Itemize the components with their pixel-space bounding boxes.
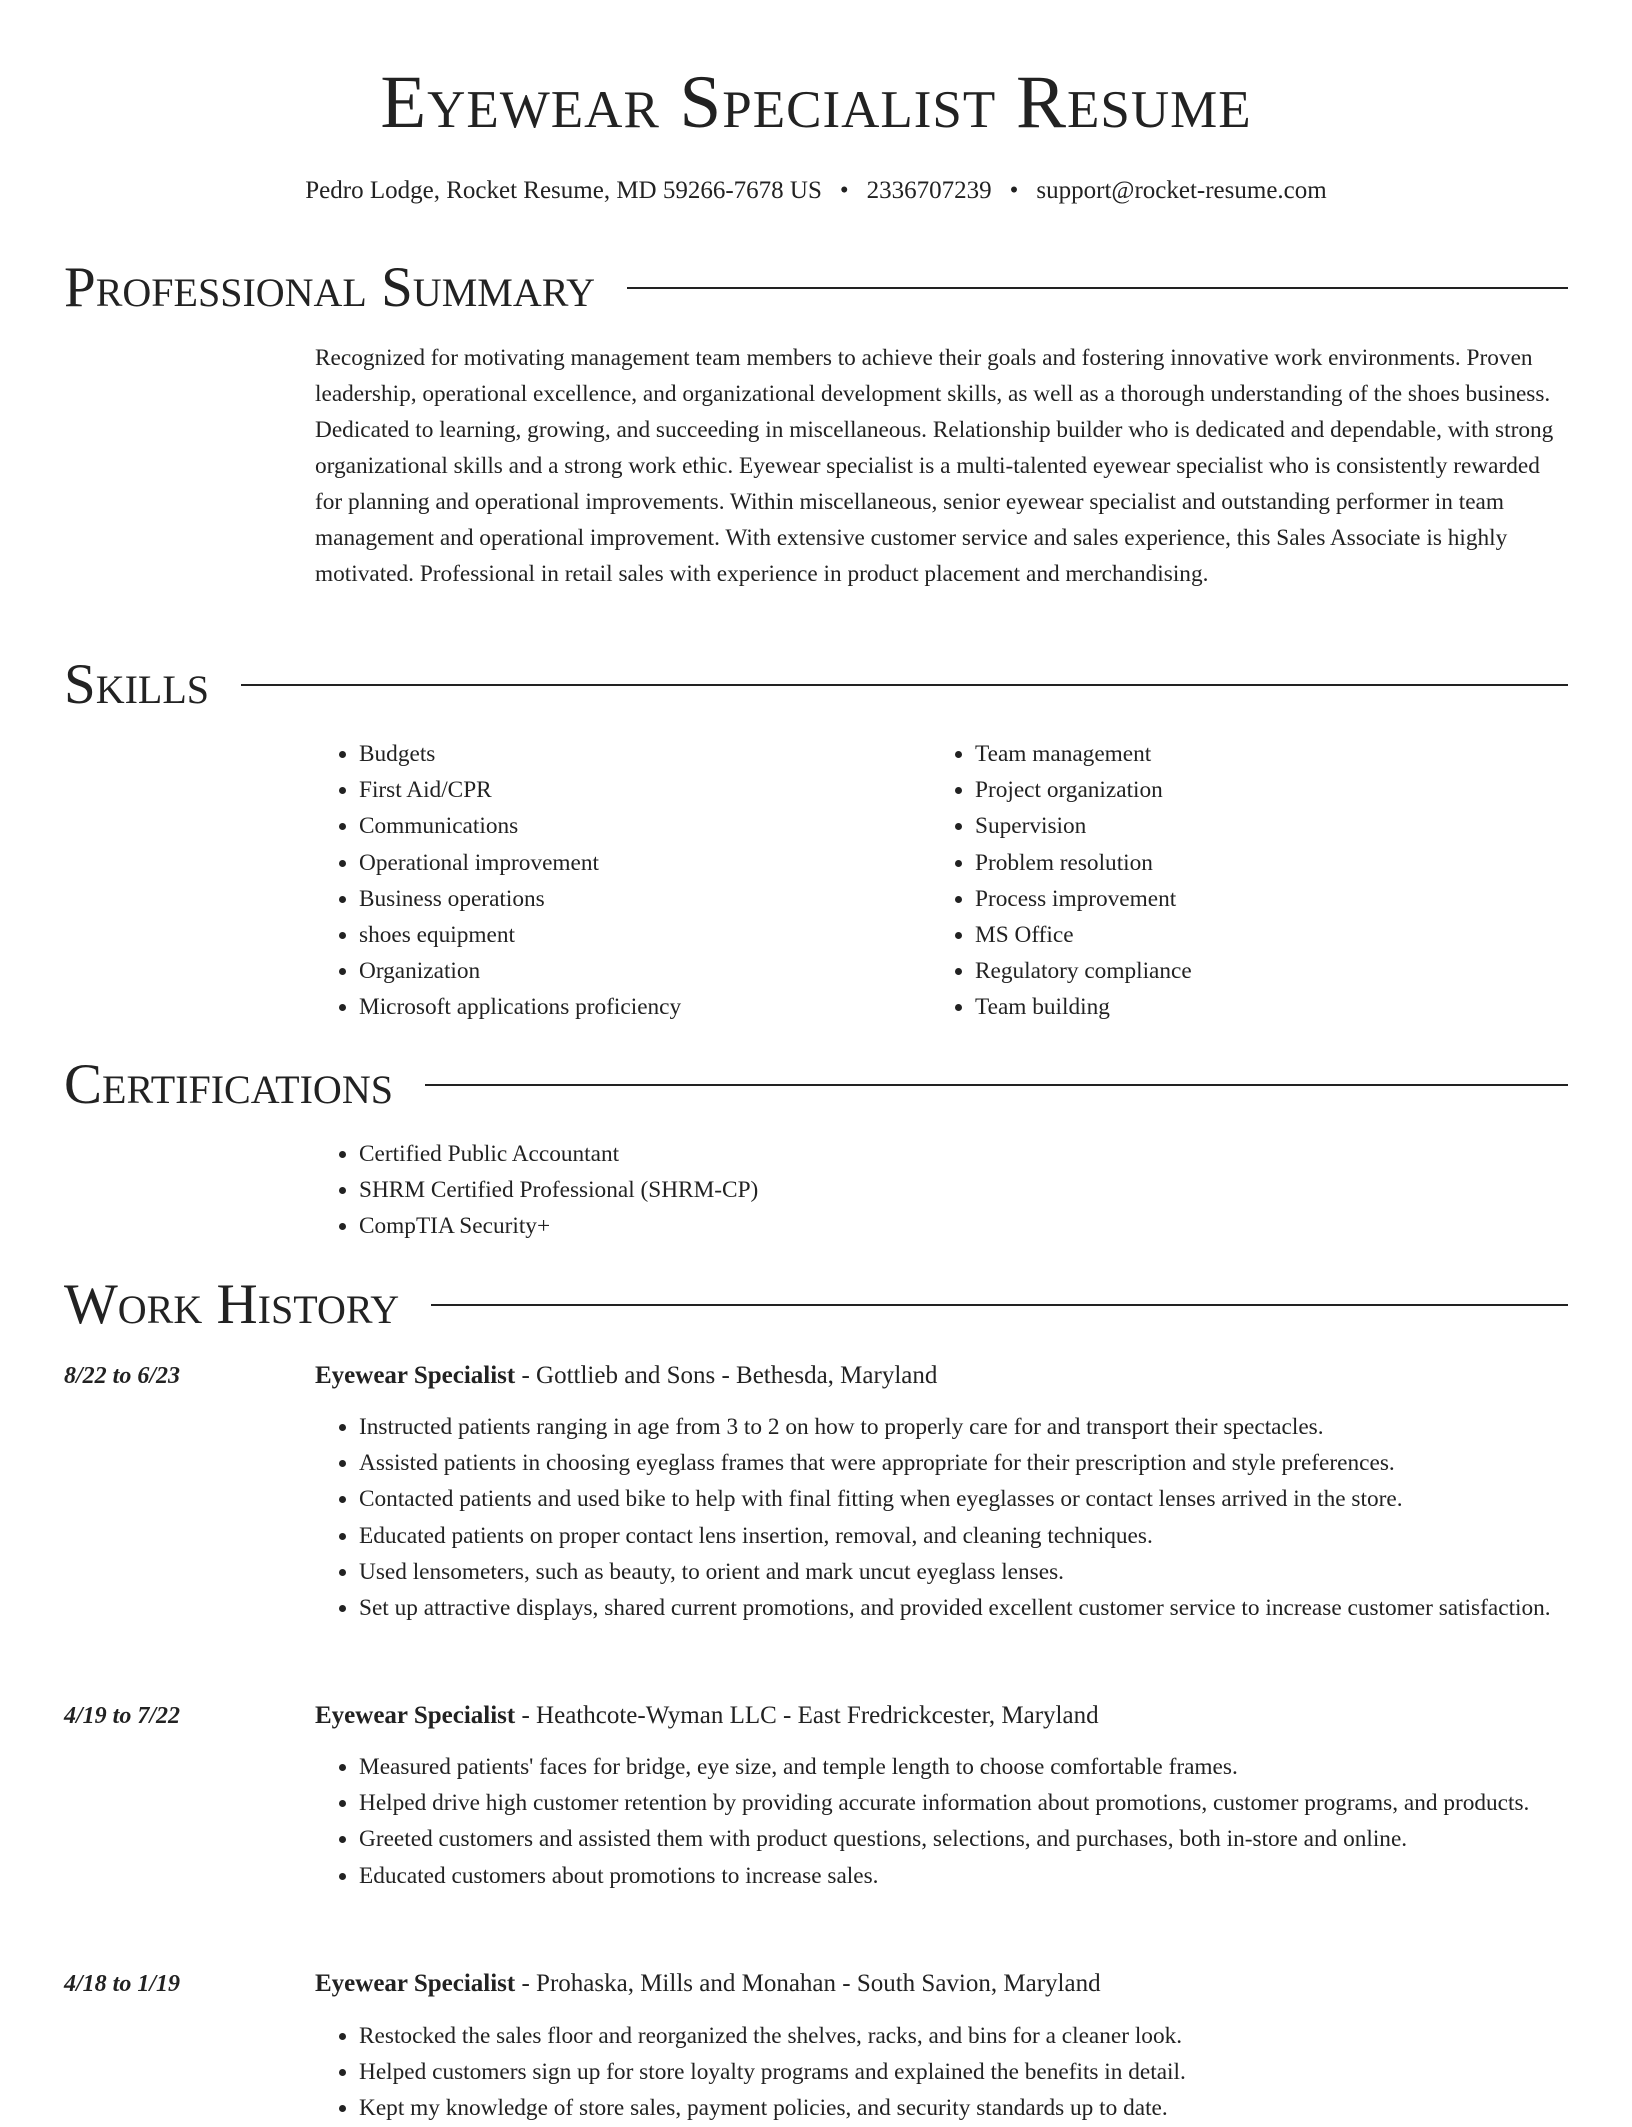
job-duty: • Instructed patients ranging in age from 3 to 2 on how to properly care for and transport their spectacles.: [359, 1409, 1575, 1445]
skill-item: • Problem resolution: [975, 845, 1511, 881]
contact-separator: •: [839, 177, 849, 204]
contact-phone[interactable]: 2336707239: [866, 177, 992, 204]
job-duty: • Measured patients' faces for bridge, eye size, and temple length to choose comfortable frames.: [359, 1749, 1575, 1785]
section-divider: [627, 287, 1568, 289]
skill-item: • shoes equipment: [359, 917, 895, 953]
job-duty: • Helped drive high customer retention by providing accurate information about promotions, customer programs, and products.: [359, 1785, 1575, 1821]
contact-email[interactable]: support@rocket-resume.com: [1036, 177, 1327, 204]
section-divider: [425, 1084, 1568, 1086]
contact-line: [0, 175, 1632, 207]
job-duties: [315, 2018, 1575, 2127]
job-duty: • Used lensometers, such as beauty, to orient and mark uncut eyeglass lenses.: [359, 1554, 1575, 1590]
certification-item: • SHRM Certified Professional (SHRM-CP): [359, 1172, 1515, 1208]
job-duty: • Contacted patients and used bike to help with final fitting when eyeglasses or contact lenses arrived in the store.: [359, 1481, 1575, 1517]
certification-item: • Certified Public Accountant: [359, 1136, 1515, 1172]
certifications-section-header: [64, 1053, 1568, 1117]
job-company: - Heathcote-Wyman LLC - East Fredrickcester, Maryland: [515, 1702, 1099, 1729]
work-history-section-header: [64, 1273, 1568, 1337]
job-dates: 4/19 to 7/22: [64, 1703, 181, 1729]
job-duty: • Educated patients on proper contact lens insertion, removal, and cleaning techniques.: [359, 1518, 1575, 1554]
skill-item: • Regulatory compliance: [975, 953, 1511, 989]
skill-item: • Supervision: [975, 808, 1511, 844]
job-duty: • Helped customers sign up for store loyalty programs and explained the benefits in detail.: [359, 2054, 1575, 2090]
job-header: [315, 1698, 1099, 1734]
contact-address: Pedro Lodge, Rocket Resume, MD 59266-7678 US: [305, 177, 822, 204]
job-company: - Gottlieb and Sons - Bethesda, Maryland: [515, 1362, 938, 1389]
skills-column-right: [931, 736, 1511, 1026]
job-duties-list: [315, 2018, 1575, 2127]
skill-item: • Budgets: [359, 736, 895, 772]
job-title: Eyewear Specialist: [315, 1702, 516, 1729]
job-duties: [315, 1409, 1575, 1626]
certifications-block: [315, 1136, 1515, 1245]
job-header: [315, 1966, 1101, 2002]
skill-item: • Project organization: [975, 772, 1511, 808]
resume-title: Eyewear Specialist Resume: [380, 61, 1252, 144]
certification-item: • CompTIA Security+: [359, 1208, 1515, 1244]
job-company: - Prohaska, Mills and Monahan - South Savion, Maryland: [515, 1970, 1101, 1997]
skill-item: • Microsoft applications proficiency: [359, 989, 895, 1025]
job-duty: • Restocked the sales floor and reorganized the shelves, racks, and bins for a cleaner look.: [359, 2018, 1575, 2054]
skills-section-header: [64, 653, 1568, 717]
skill-item: • MS Office: [975, 917, 1511, 953]
skill-item: • Communications: [359, 808, 895, 844]
skill-item: • First Aid/CPR: [359, 772, 895, 808]
skill-item: • Team management: [975, 736, 1511, 772]
job-duty: • Educated customers about promotions to increase sales.: [359, 1858, 1575, 1894]
skill-item: • Team building: [975, 989, 1511, 1025]
skills-list-left: [315, 736, 895, 1026]
job-header: [315, 1358, 937, 1394]
certifications-list: [315, 1136, 1515, 1245]
job-duty: • Set up attractive displays, shared current promotions, and provided excellent customer service to increase customer satisfaction.: [359, 1590, 1575, 1626]
section-divider: [431, 1304, 1568, 1306]
summary-text: Recognized for motivating management team members to achieve their goals and fostering innovative work environments. Proven leadership, operational excellence, and organizational development skills, as well as a thorough understanding of the shoes business. Dedicated to learning, growing, and succeeding in miscellaneous. Relationship builder who is dedicated and dependable, with strong organizational skills and a strong work ethic. Eyewear specialist is a multi-talented eyewear specialist who is consistently rewarded for planning and operational improvements. Within miscellaneous, senior eyewear specialist and outstanding performer in team management and operational improvement. With extensive customer service and sales experience, this Sales Associate is highly motivated. Professional in retail sales with experience in product placement and merchandising.: [315, 345, 1554, 587]
job-duties-list: [315, 1749, 1575, 1894]
work-history-heading: Work History: [64, 1273, 400, 1336]
job-duties-list: [315, 1409, 1575, 1626]
skill-item: • Organization: [359, 953, 895, 989]
summary-section-header: [64, 256, 1568, 320]
skill-item: • Process improvement: [975, 881, 1511, 917]
job-duty: • Assisted patients in choosing eyeglass frames that were appropriate for their prescription and style preferences.: [359, 1445, 1575, 1481]
skill-item: • Business operations: [359, 881, 895, 917]
contact-separator: •: [1009, 177, 1019, 204]
skills-column-left: [315, 736, 895, 1026]
job-title: Eyewear Specialist: [315, 1970, 516, 1997]
skills-heading: Skills: [64, 653, 210, 716]
section-divider: [241, 684, 1568, 686]
certifications-heading: Certifications: [64, 1053, 393, 1116]
job-dates: 4/18 to 1/19: [64, 1971, 181, 1997]
job-duty: • Kept my knowledge of store sales, payment policies, and security standards up to date.: [359, 2090, 1575, 2126]
job-duties: [315, 1749, 1575, 1894]
job-duty: • Greeted customers and assisted them with product questions, selections, and purchases, both in-store and online.: [359, 1821, 1575, 1857]
job-dates: 8/22 to 6/23: [64, 1363, 181, 1389]
job-title: Eyewear Specialist: [315, 1362, 516, 1389]
skill-item: • Operational improvement: [359, 845, 895, 881]
summary-heading: Professional Summary: [64, 256, 596, 319]
skills-list-right: [931, 736, 1511, 1026]
